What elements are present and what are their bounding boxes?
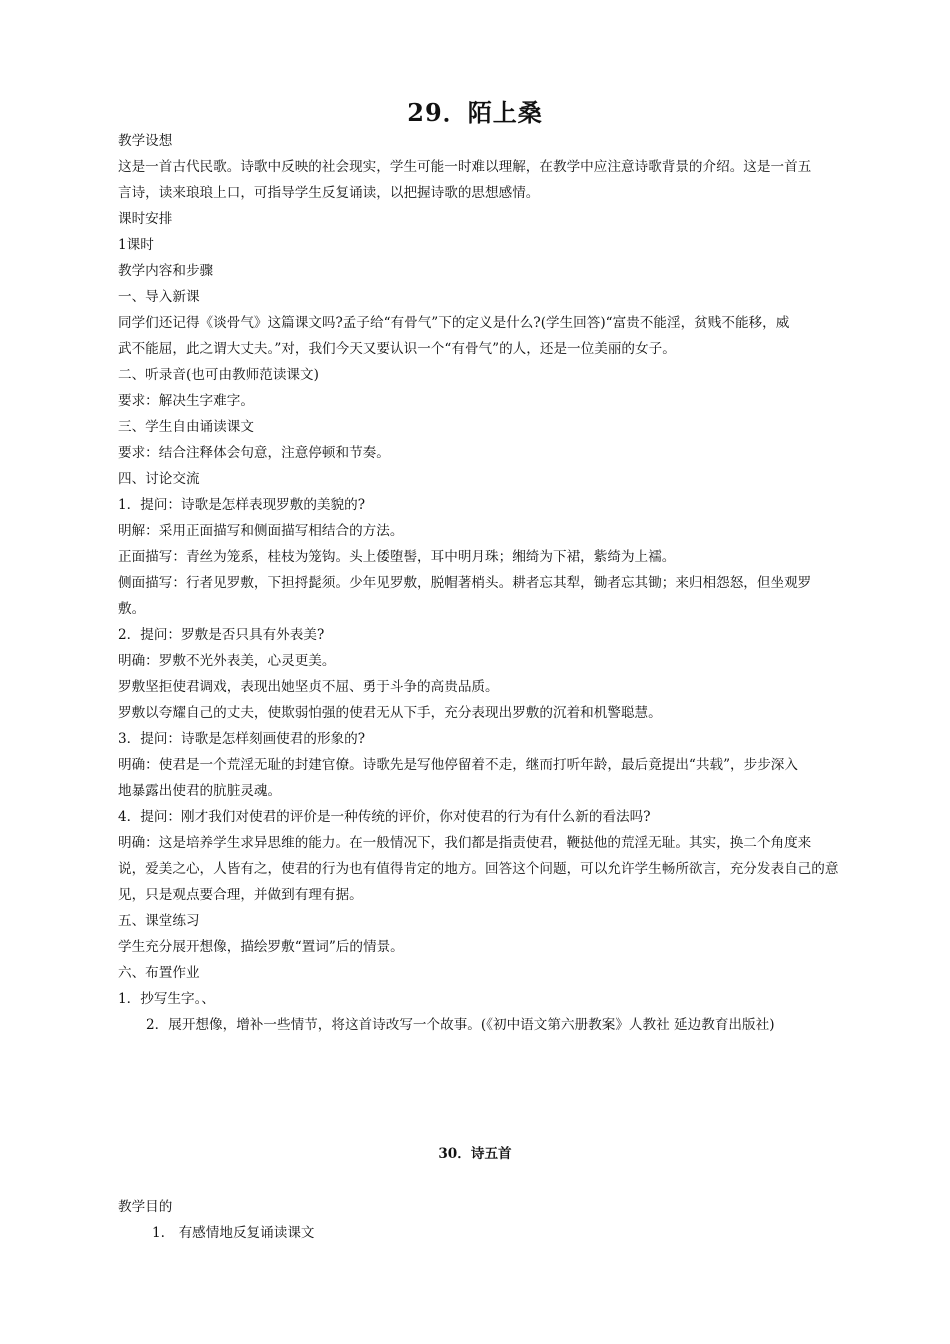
list-item: 2．展开想像，增补一些情节，将这首诗改写一个故事。(《初中语文第六册教案》人教社 延边教育出版社) xyxy=(146,1017,775,1033)
section2-heading: 教学目的 xyxy=(118,1199,173,1215)
paragraph-continuation: 见，只是观点要合理，并做到有理有据。 xyxy=(118,887,363,903)
paragraph: 明确：罗敷不光外表美，心灵更美。 xyxy=(118,653,336,669)
section-heading: 一、导入新课 xyxy=(118,289,200,305)
section2-list-item: 1. 有感情地反复诵读课文 xyxy=(152,1225,315,1241)
paragraph-continuation: 敷。 xyxy=(118,601,146,617)
question: 4．提问：刚才我们对使君的评价是一种传统的评价，你对使君的行为有什么新的看法吗? xyxy=(118,809,651,825)
section-heading: 五、课堂练习 xyxy=(118,913,200,929)
section2-body xyxy=(118,1194,860,1246)
question: 3．提问：诗歌是怎样刻画使君的形象的? xyxy=(118,731,366,747)
question: 2．提问：罗敷是否只具有外表美? xyxy=(118,627,325,643)
section-heading: 四、讨论交流 xyxy=(118,471,200,487)
section-heading: 六、布置作业 xyxy=(118,965,200,981)
paragraph: 学生充分展开想像，描绘罗敷“置词”后的情景。 xyxy=(118,939,404,955)
heading-schedule: 课时安排 xyxy=(118,211,173,227)
section-heading: 三、学生自由诵读课文 xyxy=(118,419,254,435)
lesson-title: 29．陌上桑 xyxy=(407,98,543,127)
paragraph: 侧面描写：行者见罗敷，下担捋髭须。少年见罗敷，脱帽著梢头。耕者忘其犁，锄者忘其锄；来归相怨怒，但坐观罗 xyxy=(118,575,812,591)
paragraph: 罗敷坚拒使君调戏，表现出她坚贞不屈、勇于斗争的高贵品质。 xyxy=(118,679,499,695)
heading-teaching-idea: 教学设想 xyxy=(118,133,173,149)
paragraph: 明解：采用正面描写和侧面描写相结合的方法。 xyxy=(118,523,404,539)
paragraph-continuation: 地暴露出使君的肮脏灵魂。 xyxy=(118,783,282,799)
paragraph: 1课时 xyxy=(118,237,154,253)
heading-steps: 教学内容和步骤 xyxy=(118,263,214,279)
section2-title: 30．诗五首 xyxy=(438,1146,512,1162)
lesson-body xyxy=(118,128,860,1038)
list-item: 1．抄写生字。、 xyxy=(118,991,216,1007)
paragraph: 这是一首古代民歌。诗歌中反映的社会现实，学生可能一时难以理解，在教学中应注意诗歌背景的介绍。这是一首五 xyxy=(118,159,812,175)
paragraph: 罗敷以夸耀自己的丈夫，使欺弱怕强的使君无从下手，充分表现出罗敷的沉着和机警聪慧。 xyxy=(118,705,662,721)
paragraph: 明确：使君是一个荒淫无耻的封建官僚。诗歌先是写他停留着不走，继而打听年龄，最后竟提出“共载”，步步深入 xyxy=(118,757,798,773)
paragraph: 同学们还记得《谈骨气》这篇课文吗?孟子给“有骨气”下的定义是什么?(学生回答)“富贵不能淫，贫贱不能移，威 xyxy=(118,315,790,331)
paragraph: 要求：结合注释体会句意，注意停顿和节奏。 xyxy=(118,445,390,461)
paragraph-continuation: 言诗，读来琅琅上口，可指导学生反复诵读，以把握诗歌的思想感情。 xyxy=(118,185,540,201)
section-heading: 二、听录音(也可由教师范读课文) xyxy=(118,367,319,383)
paragraph: 正面描写：青丝为笼系，桂枝为笼钩。头上倭堕髻，耳中明月珠；缃绮为下裙，紫绮为上襦。 xyxy=(118,549,676,565)
paragraph: 明确：这是培养学生求异思维的能力。在一般情况下，我们都是指责使君，鞭挞他的荒淫无耻。其实，换二个角度来 xyxy=(118,835,812,851)
paragraph-continuation: 说，爱美之心，人皆有之，使君的行为也有值得肯定的地方。回答这个问题，可以允许学生畅所欲言，充分发表自己的意 xyxy=(118,861,839,877)
paragraph: 要求：解决生字难字。 xyxy=(118,393,254,409)
question: 1．提问：诗歌是怎样表现罗敷的美貌的? xyxy=(118,497,366,513)
paragraph-continuation: 武不能屈，此之谓大丈夫。”对，我们今天又要认识一个“有骨气”的人，还是一位美丽的女子。 xyxy=(118,341,676,357)
